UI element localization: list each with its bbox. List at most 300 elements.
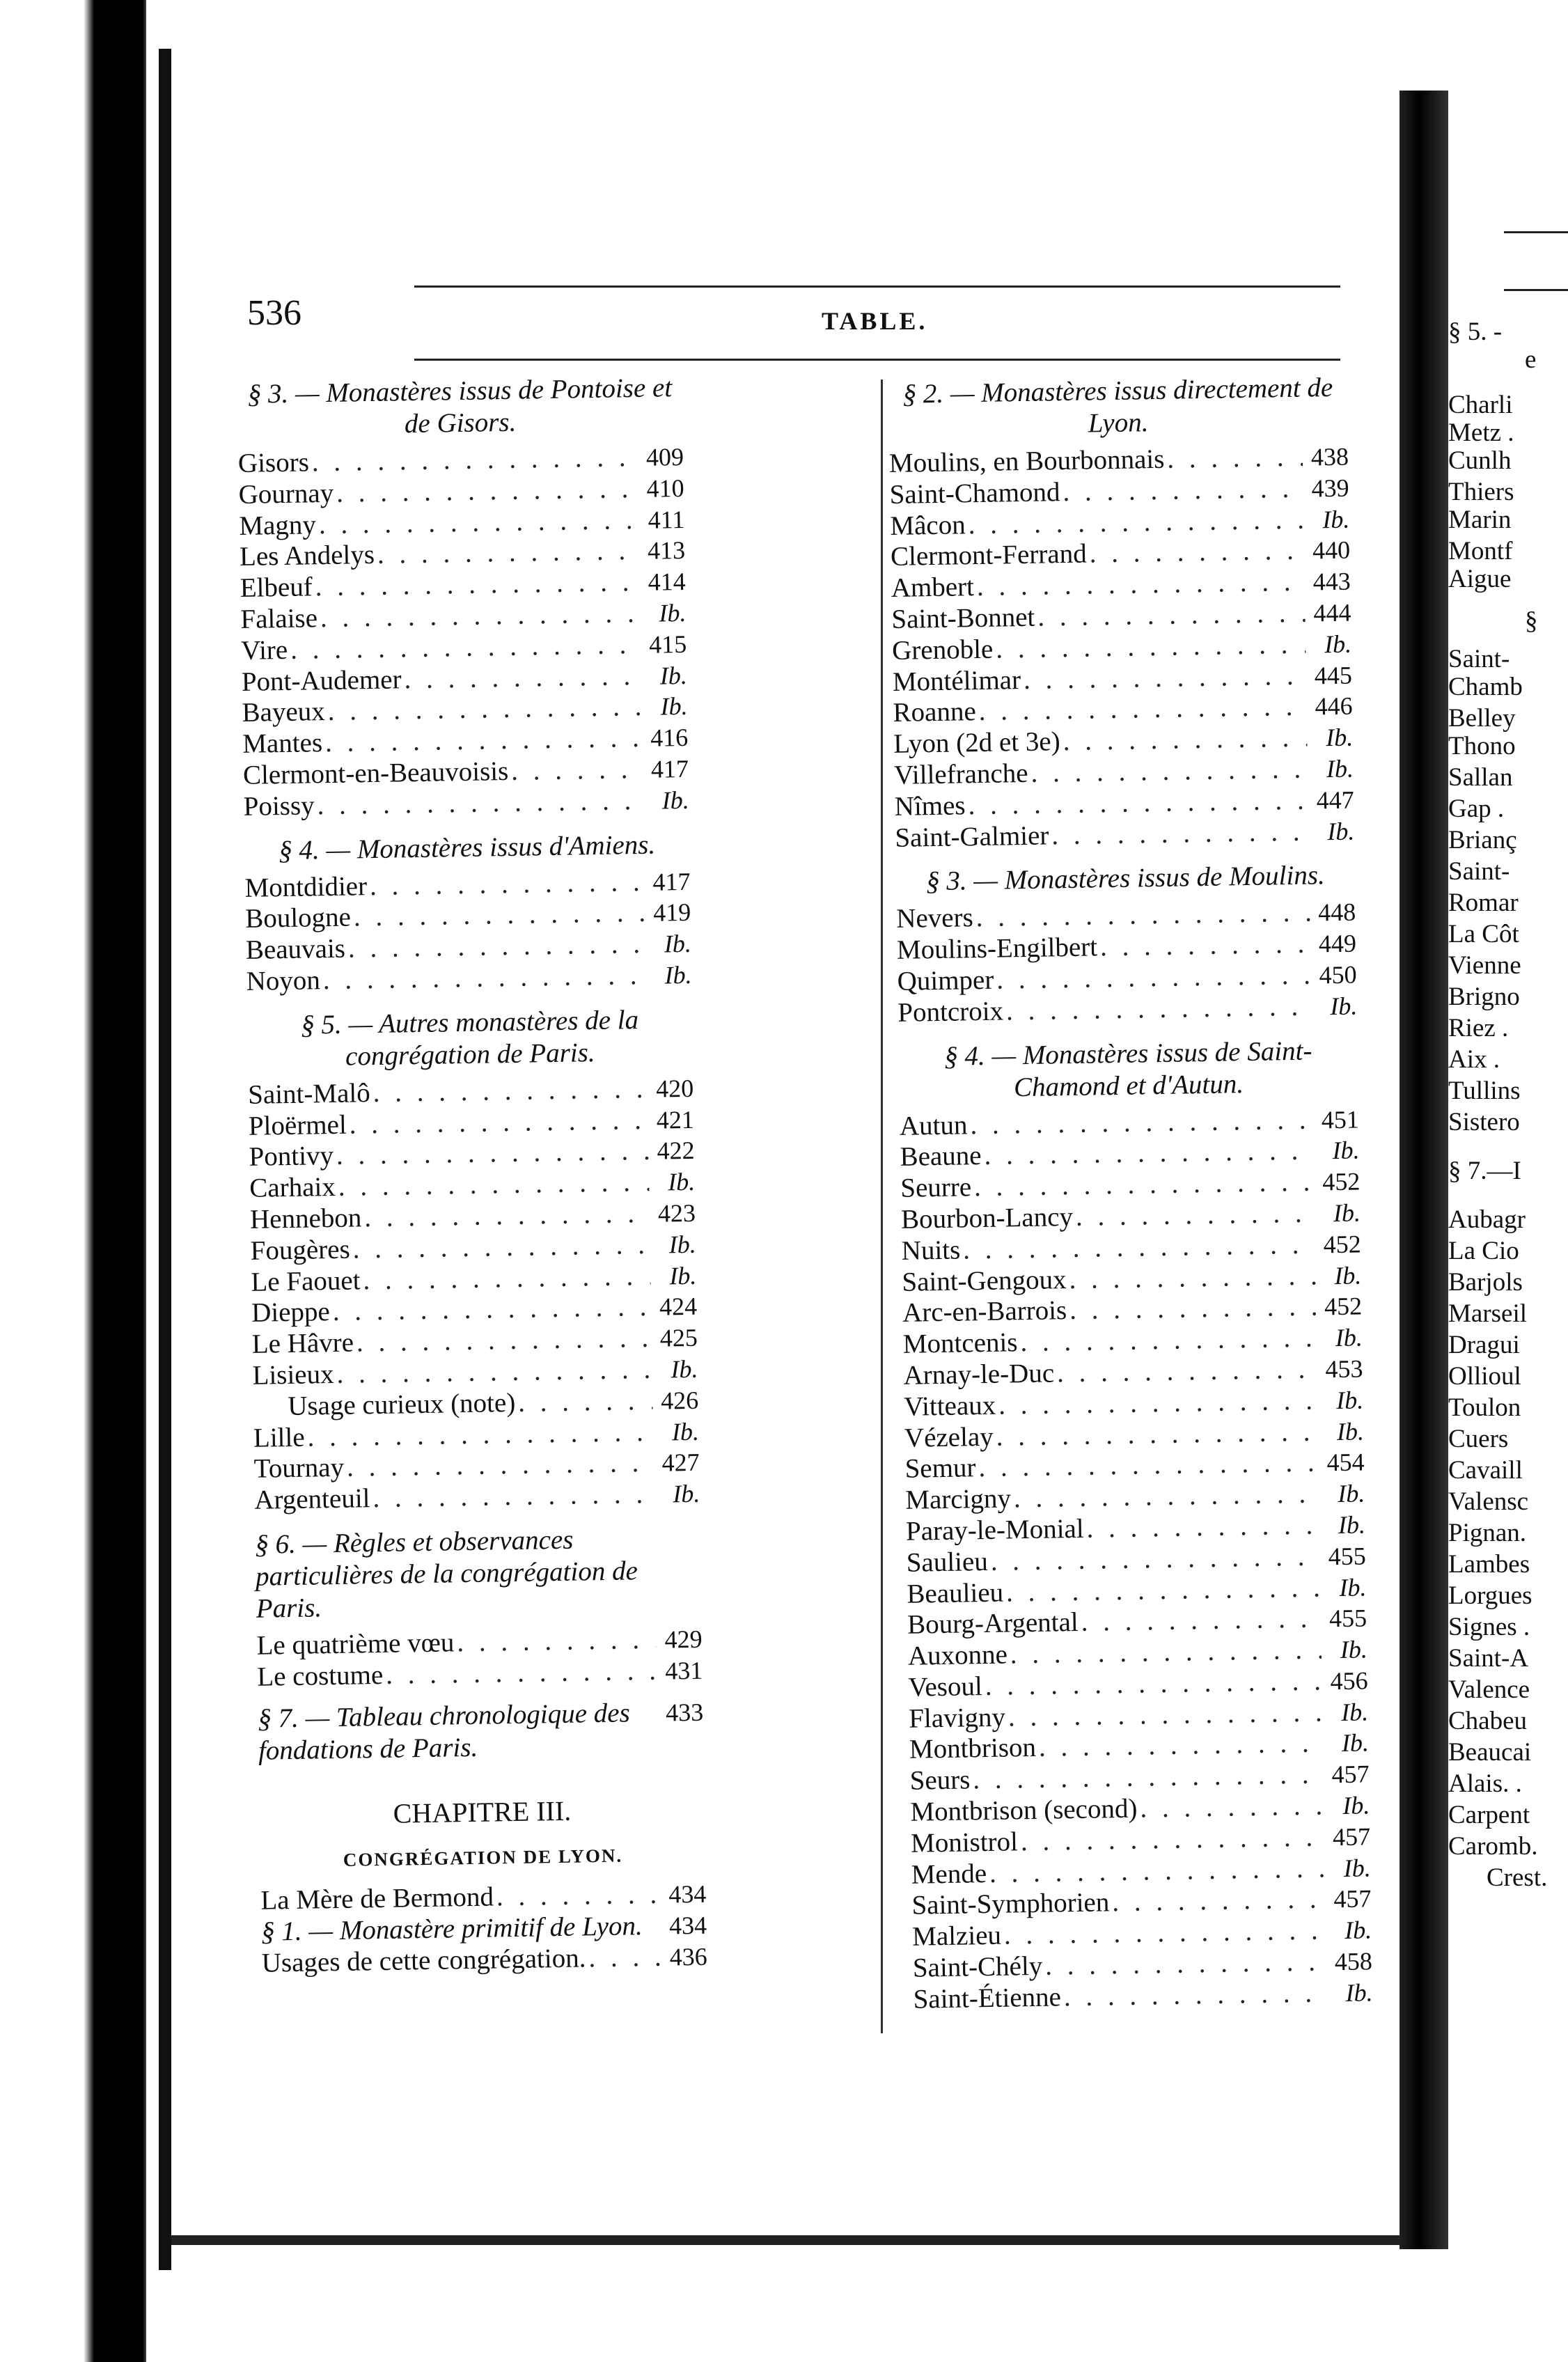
leader-dots <box>970 1760 1324 1797</box>
leader-dots <box>322 723 643 759</box>
facing-page <box>1448 77 1568 2256</box>
leader-dots <box>1109 1884 1326 1919</box>
entry-name: Nevers <box>895 902 974 934</box>
leader-dots <box>401 661 641 696</box>
facing-page-line: Valensc <box>1448 1487 1529 1516</box>
page-ref: Ib. <box>1326 754 1354 783</box>
page-number: 536 <box>247 293 301 333</box>
page-ref: 436 <box>669 1942 708 1971</box>
leader-dots <box>586 1942 661 1974</box>
section-heading: § 4. — Monastères issus de Saint-Chamond et d'Autun. <box>943 1035 1312 1102</box>
page-ref: 431 <box>664 1656 703 1685</box>
entry-name: Seurre <box>900 1172 972 1203</box>
page-ref: Ib. <box>1337 1479 1365 1508</box>
facing-page-line: Riez . <box>1448 1014 1509 1042</box>
leader-dots <box>1083 1510 1319 1544</box>
entry-name: Saint-Gengoux <box>902 1264 1067 1297</box>
entry-name: Le quatrième vœu <box>256 1627 455 1661</box>
page-ref: 417 <box>652 867 691 896</box>
section-heading: § 4. — Monastères issus d'Amiens. <box>278 829 656 866</box>
page-ref: 416 <box>650 724 689 752</box>
entry-name: Beaune <box>900 1141 982 1173</box>
page-ref: 457 <box>1331 1760 1370 1789</box>
section-heading: § 2. — Monastères issus directement de Lyon. <box>902 372 1333 439</box>
entry-name: Poissy <box>243 790 315 822</box>
leader-dots <box>454 1625 657 1659</box>
entry-name: Beauvais <box>245 933 346 966</box>
page-ref: 452 <box>1323 1230 1361 1259</box>
leader-dots <box>1054 1354 1317 1389</box>
entry-name: Arnay-le-Duc <box>903 1358 1055 1391</box>
leader-dots <box>987 1853 1325 1889</box>
entry-name: Marcigny <box>905 1483 1012 1515</box>
entry-name: Mende <box>911 1858 987 1890</box>
facing-page-line: Tullins <box>1448 1077 1521 1105</box>
leader-dots <box>1036 1728 1324 1764</box>
leader-dots <box>351 898 645 933</box>
page-ref: 444 <box>1313 598 1351 627</box>
page-ref: 409 <box>645 442 684 471</box>
entry-name: Hennebon <box>249 1203 362 1235</box>
entry-name: Autun <box>899 1109 968 1141</box>
leader-dots <box>1060 473 1303 508</box>
entry-name: Montbrison (second) <box>910 1793 1138 1827</box>
page-ref: 449 <box>1318 929 1357 958</box>
entry-name: Lisieux <box>252 1359 334 1391</box>
page-ref: 421 <box>656 1105 695 1134</box>
entry-name: Gisors <box>237 447 310 478</box>
entry-name: Tournay <box>253 1453 345 1485</box>
page-ref: Ib. <box>669 1261 697 1290</box>
page-ref: 415 <box>648 629 687 659</box>
section-heading: § 1. — Monastère primitif de Lyon. <box>260 1911 643 1948</box>
page-ref: Ib. <box>1335 1323 1363 1352</box>
entry-name: Grenoble <box>891 634 994 666</box>
page-ref: Ib. <box>671 1417 700 1446</box>
entry-name: Flavigny <box>908 1702 1006 1734</box>
entry-name: Magny <box>239 509 317 541</box>
page-ref: 446 <box>1315 691 1353 721</box>
entry-name: Semur <box>904 1453 976 1485</box>
facing-page-line: Vienne <box>1448 951 1521 980</box>
entry-name: Lille <box>253 1422 305 1453</box>
facing-page-line: La Côt <box>1448 920 1519 948</box>
page-ref: Ib. <box>1325 723 1354 752</box>
leader-dots <box>383 1655 657 1691</box>
entry-list <box>900 1104 1373 2015</box>
leader-dots <box>1028 754 1308 790</box>
entry-name: La Mère de Bermond <box>260 1881 494 1916</box>
leader-dots <box>1021 660 1307 696</box>
entry-name: Saint-Malô <box>247 1077 371 1110</box>
page-ref: Ib. <box>659 661 688 690</box>
left-column <box>237 369 707 1980</box>
page-ref: 452 <box>1322 1167 1361 1196</box>
facing-page-line: Aigue <box>1448 565 1512 593</box>
leader-dots <box>1078 1604 1321 1638</box>
page-ref: Ib. <box>671 1354 698 1384</box>
page-ref: 427 <box>661 1448 700 1477</box>
leader-dots <box>367 866 645 902</box>
facing-page-line: Romar <box>1448 889 1519 917</box>
leader-dots <box>981 1136 1314 1172</box>
page-ref: 417 <box>650 754 689 783</box>
leader-dots <box>975 691 1307 728</box>
leader-dots <box>375 535 640 571</box>
facing-page-line: Pignan. <box>1448 1519 1527 1547</box>
entry-name: Paray-le-Monial <box>905 1513 1084 1547</box>
leader-dots <box>346 1104 648 1141</box>
entry-name: Monistrol <box>910 1827 1019 1859</box>
book-binding <box>0 0 146 2362</box>
column-divider <box>881 380 883 2033</box>
page-ref: Ib. <box>1342 1791 1370 1820</box>
page-ref: 457 <box>1332 1822 1371 1852</box>
leader-dots <box>1137 1790 1324 1824</box>
leader-dots <box>335 1167 649 1203</box>
page-ref: Ib. <box>1334 1261 1362 1290</box>
leader-dots <box>304 1416 653 1453</box>
leader-dots <box>1003 1572 1321 1609</box>
entry-name: Noyon <box>246 965 321 996</box>
facing-page-line: Cuers <box>1448 1425 1509 1453</box>
leader-dots <box>494 1879 661 1913</box>
facing-page-line: Crest. <box>1487 1863 1548 1892</box>
facing-page-line: Toulon <box>1448 1393 1521 1422</box>
leader-dots <box>1003 991 1312 1027</box>
facing-page-line: § 5. - <box>1448 318 1503 346</box>
entry-name: Saint-Galmier <box>895 820 1049 853</box>
entry-name: Ambert <box>891 572 975 604</box>
right-column <box>888 369 1373 2016</box>
entry-name: Carhaix <box>249 1172 336 1203</box>
page-ref: 438 <box>1310 442 1349 471</box>
facing-page-line: e <box>1525 345 1537 374</box>
leader-dots <box>967 1104 1313 1141</box>
facing-page-line: Metz . <box>1448 419 1514 447</box>
facing-page-line: Saint- <box>1448 645 1510 673</box>
page-ref: 448 <box>1317 898 1356 927</box>
header-top-rule <box>414 286 1340 288</box>
leader-dots <box>314 785 643 822</box>
page-ref: Ib. <box>1343 1854 1372 1882</box>
leader-dots <box>334 1136 649 1172</box>
leader-dots <box>350 1230 650 1266</box>
entry-name: Seurs <box>909 1765 971 1797</box>
leader-dots <box>308 442 638 478</box>
facing-page-line: Cunlh <box>1448 446 1512 475</box>
leader-dots <box>1042 1946 1326 1982</box>
facing-page-line: Montf <box>1448 537 1513 565</box>
leader-dots <box>344 1448 654 1484</box>
page-ref: Ib. <box>1339 1572 1367 1602</box>
entry-name: Nuits <box>901 1235 961 1266</box>
page-ref: 452 <box>1324 1292 1363 1321</box>
page-ref: Ib. <box>661 785 689 815</box>
entry-list <box>248 1073 700 1517</box>
page-ref: Ib. <box>667 1167 696 1196</box>
leader-dots <box>288 629 641 666</box>
leader-dots <box>1097 929 1311 964</box>
page-ref: Ib. <box>1341 1728 1370 1758</box>
facing-page-line: Valence <box>1448 1675 1530 1704</box>
page-ref: 423 <box>657 1198 696 1228</box>
leader-dots <box>1086 535 1304 570</box>
entry-name: Villefranche <box>893 758 1028 790</box>
page-bottom-edge <box>171 2235 1411 2245</box>
page-ref: Ib. <box>1322 505 1350 533</box>
book-gutter <box>1400 91 1448 2249</box>
entry-name: Vézelay <box>904 1421 994 1453</box>
entry-name: Vire <box>240 634 288 666</box>
leader-dots <box>965 785 1308 822</box>
page-ref: Ib. <box>659 598 687 627</box>
entry-name: Boulogne <box>244 902 352 934</box>
facing-page-line: Barjols <box>1448 1268 1523 1297</box>
entry-name: Ploërmel <box>248 1109 347 1141</box>
facing-page-line: Carpent <box>1448 1801 1530 1829</box>
page-ref: 434 <box>668 1911 707 1940</box>
facing-page-line: Aubagr <box>1448 1205 1526 1234</box>
facing-page-line: Brigno <box>1448 983 1520 1011</box>
page-ref: 440 <box>1312 535 1351 565</box>
entry-name: Falaise <box>240 603 318 634</box>
leader-dots <box>1005 1697 1323 1733</box>
entry-name: Fougères <box>250 1234 351 1266</box>
leader-dots <box>1017 1323 1317 1359</box>
page-ref: 420 <box>655 1074 694 1103</box>
page-ref: Ib. <box>1336 1416 1365 1446</box>
page-ref: 453 <box>1325 1354 1363 1384</box>
page-ref: Ib. <box>660 692 688 721</box>
leader-dots <box>361 1198 650 1234</box>
entry-name: Montdidier <box>244 870 368 903</box>
page-ref: 451 <box>1321 1105 1360 1134</box>
page-ref: Ib. <box>1340 1635 1368 1664</box>
entry-name: Montélimar <box>892 664 1021 697</box>
entry-name: Argenteuil <box>254 1483 370 1515</box>
running-head: TABLE. <box>822 307 928 335</box>
entry-name: Pont-Audemer <box>241 664 402 697</box>
entry-name: Clermont-Ferrand <box>890 538 1087 572</box>
entry-name: Usage curieux (note) <box>287 1387 516 1421</box>
page-ref: 426 <box>660 1386 699 1415</box>
page-ref: 414 <box>648 568 687 596</box>
entry-name: Beaulieu <box>907 1577 1004 1609</box>
leader-dots <box>317 598 641 634</box>
page-ref: Ib. <box>1335 1386 1364 1414</box>
leader-dots <box>960 1229 1315 1266</box>
page-ref: Ib. <box>1333 1198 1361 1228</box>
facing-page-line: Signes . <box>1448 1613 1530 1641</box>
entry-name: Vesoul <box>908 1671 983 1703</box>
page-ref: 424 <box>659 1292 698 1321</box>
page-ref: Ib. <box>672 1479 700 1508</box>
entry-name: Les Andelys <box>239 540 375 572</box>
leader-dots <box>1018 1822 1325 1858</box>
leader-dots <box>1073 1198 1315 1233</box>
entry-name: Auxonne <box>907 1639 1008 1671</box>
facing-page-line: § 7.—I <box>1448 1157 1521 1185</box>
entry-name: Saint-Chamond <box>889 476 1060 510</box>
entry-name: Le costume <box>257 1659 384 1692</box>
page-ref: 455 <box>1328 1604 1367 1633</box>
facing-page-line: Brianç <box>1448 826 1517 854</box>
leader-dots <box>1035 598 1306 634</box>
entry-name: Clermont-en-Beauvoisis <box>242 756 509 790</box>
page-ref: 455 <box>1328 1542 1367 1570</box>
entry-name: Lyon (2d et 3e) <box>893 726 1060 760</box>
facing-page-line: Thiers <box>1448 478 1514 506</box>
leader-dots <box>312 567 640 603</box>
page-ref: 433 <box>665 1698 704 1727</box>
facing-page-line: Alais. . <box>1448 1769 1522 1798</box>
leader-dots <box>1067 1292 1317 1327</box>
entry-name: Saulieu <box>906 1546 989 1578</box>
leader-dots <box>508 754 643 788</box>
leader-dots <box>345 929 646 965</box>
leader-dots <box>370 1479 654 1515</box>
facing-page-line: Saint-A <box>1448 1644 1529 1673</box>
facing-page-line: Chamb <box>1448 673 1523 701</box>
leader-dots <box>1008 1635 1322 1671</box>
entry-name: Saint-Étienne <box>913 1982 1062 2015</box>
page-ref: 456 <box>1330 1666 1368 1696</box>
entry-list <box>238 441 689 823</box>
facing-page-line: Sistero <box>1448 1108 1520 1136</box>
page-ref: 425 <box>659 1323 698 1352</box>
leader-dots <box>993 629 1306 665</box>
leader-dots <box>1011 1479 1319 1515</box>
facing-page-line: Lorgues <box>1448 1581 1532 1610</box>
entry-name: Nîmes <box>894 790 966 822</box>
entry-list <box>244 866 692 997</box>
leader-dots <box>987 1541 1320 1577</box>
entry-name: Pontcroix <box>897 996 1004 1028</box>
page-ref: 445 <box>1314 661 1353 690</box>
facing-page-line: Belley <box>1448 704 1516 733</box>
page-ref: Ib. <box>1340 1698 1369 1726</box>
entry-list <box>256 1624 703 1694</box>
page-ref: 413 <box>647 536 686 565</box>
leader-dots <box>1001 1916 1326 1952</box>
entry-name: Bourbon-Lancy <box>900 1201 1074 1235</box>
facing-page-line: Chabeu <box>1448 1707 1528 1735</box>
leader-dots <box>515 1386 653 1419</box>
section-heading: § 3. — Monastères issus de Pontoise et de Gisors. <box>247 373 673 439</box>
section-entry <box>258 1696 704 1767</box>
facing-page-line: Cavaill <box>1448 1456 1523 1485</box>
section-heading: § 3. — Monastères issus de Moulins. <box>925 860 1326 897</box>
page-ref: 443 <box>1312 567 1351 596</box>
entry-name: Bourg-Argental <box>907 1607 1079 1641</box>
leader-dots <box>360 1260 651 1296</box>
entry-name: Moulins, en Bourbonnais <box>888 444 1165 478</box>
entry-list <box>896 897 1358 1029</box>
page-ref: 422 <box>657 1136 695 1165</box>
leader-dots <box>975 1448 1319 1485</box>
entry-name: Bayeux <box>242 696 326 728</box>
facing-page-line: La Cio <box>1448 1237 1519 1265</box>
leader-dots <box>354 1323 652 1359</box>
facing-page-line: Marseil <box>1448 1299 1528 1328</box>
facing-page-line: Gap . <box>1448 795 1505 823</box>
page-ref: 410 <box>646 474 684 503</box>
facing-page-rule <box>1504 289 1568 291</box>
page-ref: 447 <box>1316 785 1354 815</box>
entry-name: Montcenis <box>902 1327 1018 1359</box>
section-heading: § 7. — Tableau chronologique des fondations de Paris. <box>257 1697 631 1766</box>
page-ref: Ib. <box>664 930 692 958</box>
page-ref: 439 <box>1311 474 1349 503</box>
leader-dots <box>1060 723 1307 758</box>
entry-name: Usages de cette congrégation. <box>261 1943 586 1979</box>
entry-name: Mâcon <box>890 509 966 541</box>
facing-page-line: Caromb. <box>1448 1832 1538 1861</box>
page-ref: 434 <box>668 1879 707 1909</box>
page-ref: 458 <box>1334 1947 1373 1976</box>
entry-name: Vitteaux <box>903 1390 996 1422</box>
section-heading: § 6. — Règles et observances particulières de la congrégation de Paris. <box>255 1524 638 1624</box>
page-ref: Ib. <box>1338 1510 1366 1539</box>
page-ref: 457 <box>1333 1884 1372 1914</box>
entry-name: Le Hâvre <box>251 1327 354 1359</box>
page-ref: 419 <box>652 898 691 928</box>
page-ref: 429 <box>664 1625 703 1654</box>
entry-name: Gournay <box>238 478 334 510</box>
header-bottom-rule <box>414 359 1340 361</box>
page-ref: 454 <box>1326 1448 1365 1477</box>
entry-name: Pontivy <box>249 1141 334 1173</box>
page-ref: Ib. <box>664 960 692 990</box>
facing-page-line: Saint- <box>1448 857 1510 886</box>
page-ref: Ib. <box>1345 1978 1373 2007</box>
entry-name: Moulins-Engilbert <box>896 932 1098 966</box>
page-ref: 411 <box>648 505 685 534</box>
leader-dots <box>1061 1978 1327 2013</box>
page-ref: Ib. <box>668 1230 696 1259</box>
entry-name: Malzieu <box>911 1920 1002 1952</box>
facing-page-line: Beaucai <box>1448 1738 1532 1767</box>
facing-page-line: Dragui <box>1448 1331 1520 1359</box>
facing-page-line: Ollioul <box>1448 1362 1521 1391</box>
leader-dots <box>974 567 1306 603</box>
leader-dots <box>320 960 645 996</box>
page-ref: Ib. <box>1329 992 1358 1020</box>
leader-dots <box>329 1292 651 1328</box>
entry-name: Arc-en-Barrois <box>902 1295 1067 1329</box>
leader-dots <box>971 1167 1315 1204</box>
entry-name: Saint-Symphorien <box>911 1887 1110 1921</box>
entry-name: Roanne <box>893 696 977 728</box>
facing-page-line: Thono <box>1448 732 1516 760</box>
entry-name: Saint-Bonnet <box>891 602 1035 634</box>
leader-dots <box>996 1385 1318 1421</box>
page-ref: Ib. <box>1332 1136 1360 1165</box>
entry-name: Le Faouet <box>251 1265 361 1297</box>
page-ref: Ib. <box>1324 629 1352 658</box>
leader-dots <box>334 474 638 510</box>
leader-dots <box>1164 442 1303 476</box>
chapter-subtitle: CONGRÉGATION DE LYON. <box>343 1845 623 1870</box>
entry-name: Saint-Chély <box>912 1950 1043 1983</box>
facing-page-line: Aix . <box>1448 1045 1500 1074</box>
facing-page-rule <box>1504 231 1568 233</box>
entry-list <box>889 441 1355 854</box>
facing-page-line: Charli <box>1448 391 1513 419</box>
entry-name: Quimper <box>897 964 994 996</box>
facing-page-line: § <box>1525 607 1538 635</box>
